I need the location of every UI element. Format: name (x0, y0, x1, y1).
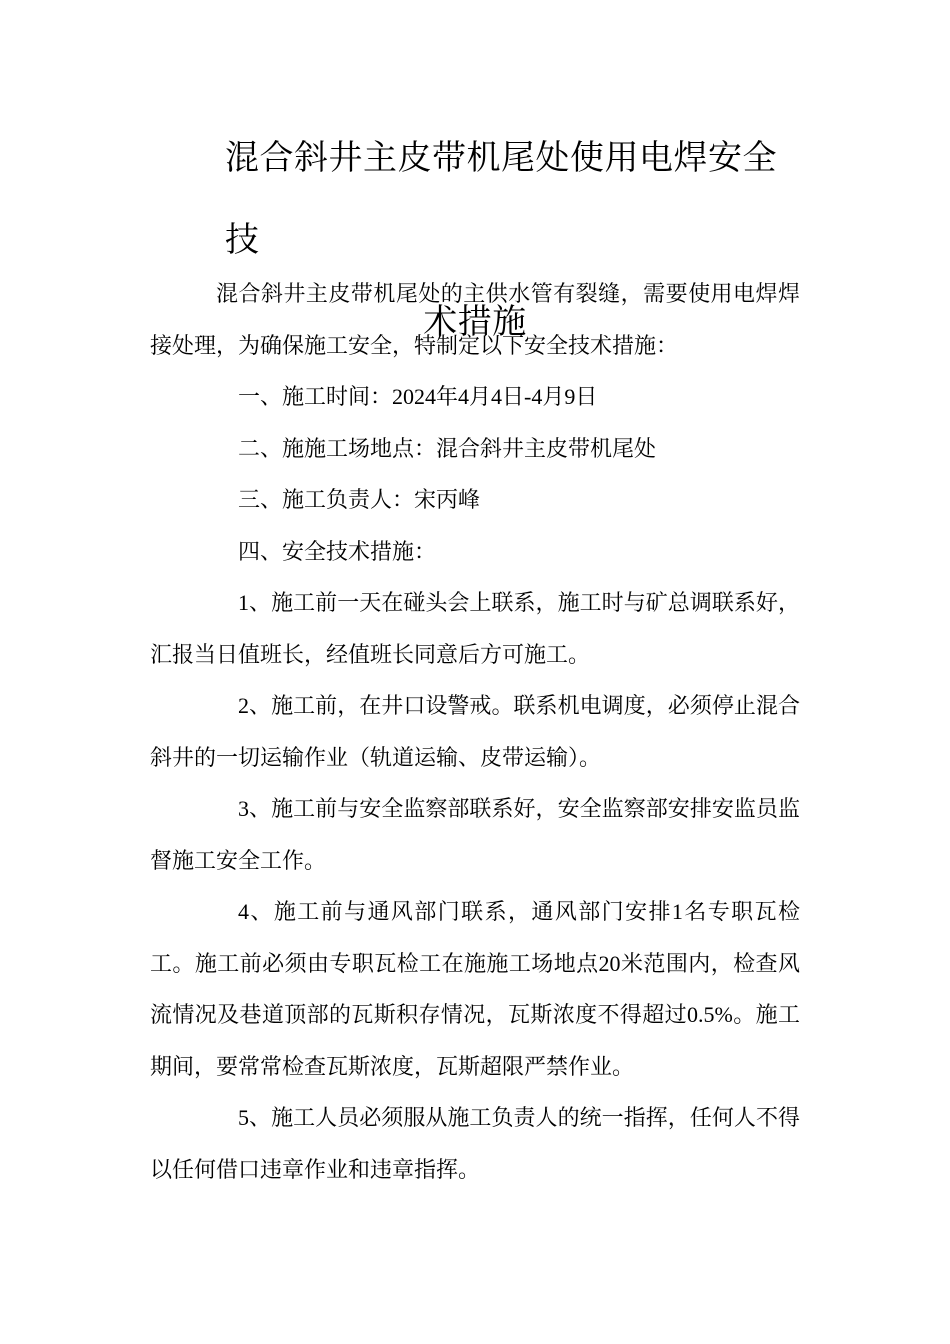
measure-4: 4、施工前与通风部门联系，通风部门安排1名专职瓦检工。施工前必须由专职瓦检工在施施工场地点20米范围内，检查风流情况及巷道顶部的瓦斯积存情况，瓦斯浓度不得超过0.5%。施工期间，要常常检查瓦斯浓度，瓦斯超限严禁作业。 (150, 899, 800, 1079)
measure-2: 2、施工前，在井口设警戒。联系机电调度，必须停止混合斜井的一切运输作业（轨道运输、皮带运输）。 (150, 693, 800, 770)
item-safety-measures-heading: 四、安全技术措施： (238, 538, 437, 564)
measure-1: 1、施工前一天在碰头会上联系，施工时与矿总调联系好，汇报当日值班长，经值班长同意后方可施工。 (150, 590, 800, 667)
item-construction-time: 一、施工时间：2024年4月4日-4月9日 (238, 384, 598, 409)
item-construction-site: 二、施施工场地点：混合斜井主皮带机尾处 (238, 435, 657, 461)
item-person-in-charge: 三、施工负责人：宋丙峰 (238, 487, 481, 512)
title-line-2: 术措施 (423, 304, 527, 341)
measure-3: 3、施工前与安全监察部联系好，安全监察部安排安监员监督施工安全工作。 (150, 796, 800, 873)
measure-5: 5、施工人员必须服从施工负责人的统一指挥，任何人不得以任何借口违章作业和违章指挥。 (150, 1105, 800, 1182)
title-line-1: 混合斜井主皮带机尾处使用电焊安全技 (225, 140, 777, 259)
intro-paragraph: 混合斜井主皮带机尾处的主供水管有裂缝，需要使用电焊焊接处理，为确保施工安全，特制定以下安全技术措施： (150, 281, 800, 358)
document-body (150, 268, 800, 1195)
